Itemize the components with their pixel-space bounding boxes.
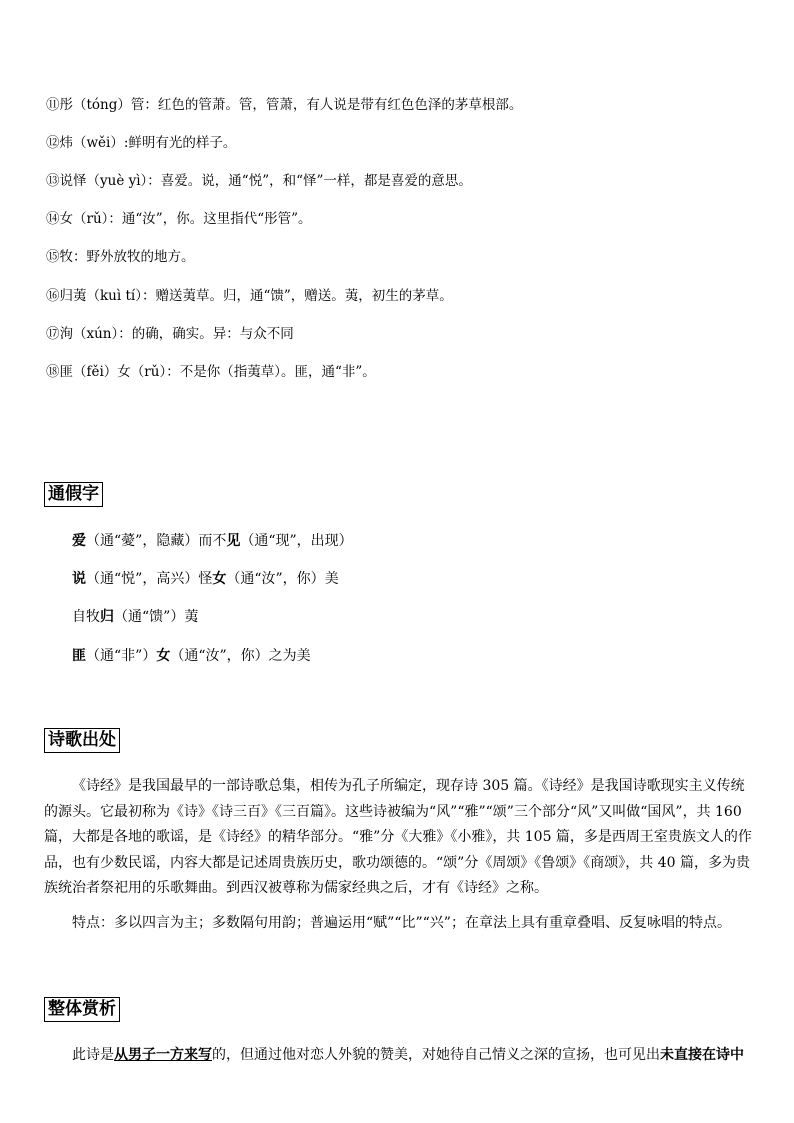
tongjiazi-char: 爱: [72, 533, 86, 549]
tongjiazi-char: 匪: [72, 648, 86, 664]
tongjiazi-line: [72, 645, 311, 665]
annotation-18: ⑱匪（fěi）女（rǔ）：不是你（指荑草）。匪，通“非”。: [46, 364, 376, 380]
section-title-tongjiazi: 通假字: [44, 482, 103, 507]
appreciation-bold: 未直接在诗中: [660, 1047, 744, 1063]
annotation-17: ⑰洵（xún）：的确，确实。异：与众不同: [46, 326, 294, 342]
annotation-12: ⑫炜（wěi）:鲜明有光的样子。: [46, 135, 237, 151]
source-paragraph: 《诗经》是我国最早的一部诗歌总集，相传为孔子所编定，现存诗 305 篇。《诗经》是我国诗歌现实主义传统的源头。它最初称为《诗》《诗三百》《三百篇》。这些诗被编为“风”“雅”“颂”三个部分“风”又叫做“国风”，共 160 篇，大都是各地的歌谣，是《诗经》的精华部分。“雅”分《大雅》《小雅》，共 105 篇，多是西周王室贵族文人的作品，也有少数民谣，内容大都是记述周贵族历史，歌功颂德的。“颂”分《周颂》《鲁颂》《商颂》，共 40 篇，多为贵族统治者祭祀用的乐歌舞曲。到西汉被尊称为儒家经典之后，才有《诗经》之称。: [44, 778, 752, 896]
tongjiazi-char: 女: [156, 648, 171, 664]
tongjiazi-char: 女: [212, 571, 227, 587]
tongjiazi-gloss: （通“馈”）荑: [114, 609, 199, 625]
section-title-source: 诗歌出处: [44, 728, 120, 753]
tongjiazi-gloss: （通“悦”，高兴）怪: [86, 571, 213, 587]
tongjiazi-gloss: 自牧: [72, 609, 100, 625]
features-paragraph: 特点：多以四言为主；多数隔句用韵；普遍运用“赋”“比”“兴”；在章法上具有重章叠唱、反复咏唱的特点。: [72, 915, 731, 931]
tongjiazi-line: [72, 530, 353, 550]
annotation-15: ⑮牧：野外放牧的地方。: [46, 249, 195, 265]
tongjiazi-char: 见: [226, 533, 241, 549]
tongjiazi-gloss: （通“非”）: [86, 648, 157, 664]
appreciation-text: 此诗是: [72, 1047, 114, 1063]
annotation-13: ⑬说怿（yuè yì）：喜爱。说，通“悦”，和“怿”一样，都是喜爱的意思。: [46, 173, 472, 189]
tongjiazi-gloss: （通“汝”，你）美: [226, 571, 339, 587]
tongjiazi-gloss: （通“现”，出现）: [240, 533, 353, 549]
tongjiazi-char: 说: [72, 571, 86, 587]
section-title-appreciation: 整体赏析: [44, 997, 120, 1022]
tongjiazi-gloss: （通“薆”，隐藏）而不: [86, 533, 227, 549]
appreciation-emphasis: 从男子一方来写: [114, 1047, 212, 1063]
tongjiazi-char: 归: [100, 609, 114, 625]
appreciation-paragraph: [44, 1043, 754, 1069]
tongjiazi-line: [72, 568, 339, 588]
annotation-16: ⑯归荑（kuì tí）：赠送荑草。归，通“馈”，赠送。荑，初生的茅草。: [46, 288, 453, 304]
appreciation-text: 的，但通过他对恋人外貌的赞美，对她待自己情义之深的宣扬，也可见出: [212, 1047, 660, 1063]
tongjiazi-line: [72, 606, 198, 626]
tongjiazi-gloss: （通“汝”，你）之为美: [170, 648, 311, 664]
annotation-11: ⑪彤（tóng）管：红色的管萧。管，管萧，有人说是带有红色色泽的茅草根部。: [46, 97, 523, 113]
annotation-14: ⑭女（rǔ）：通“汝”，你。这里指代“彤管”。: [46, 211, 312, 227]
